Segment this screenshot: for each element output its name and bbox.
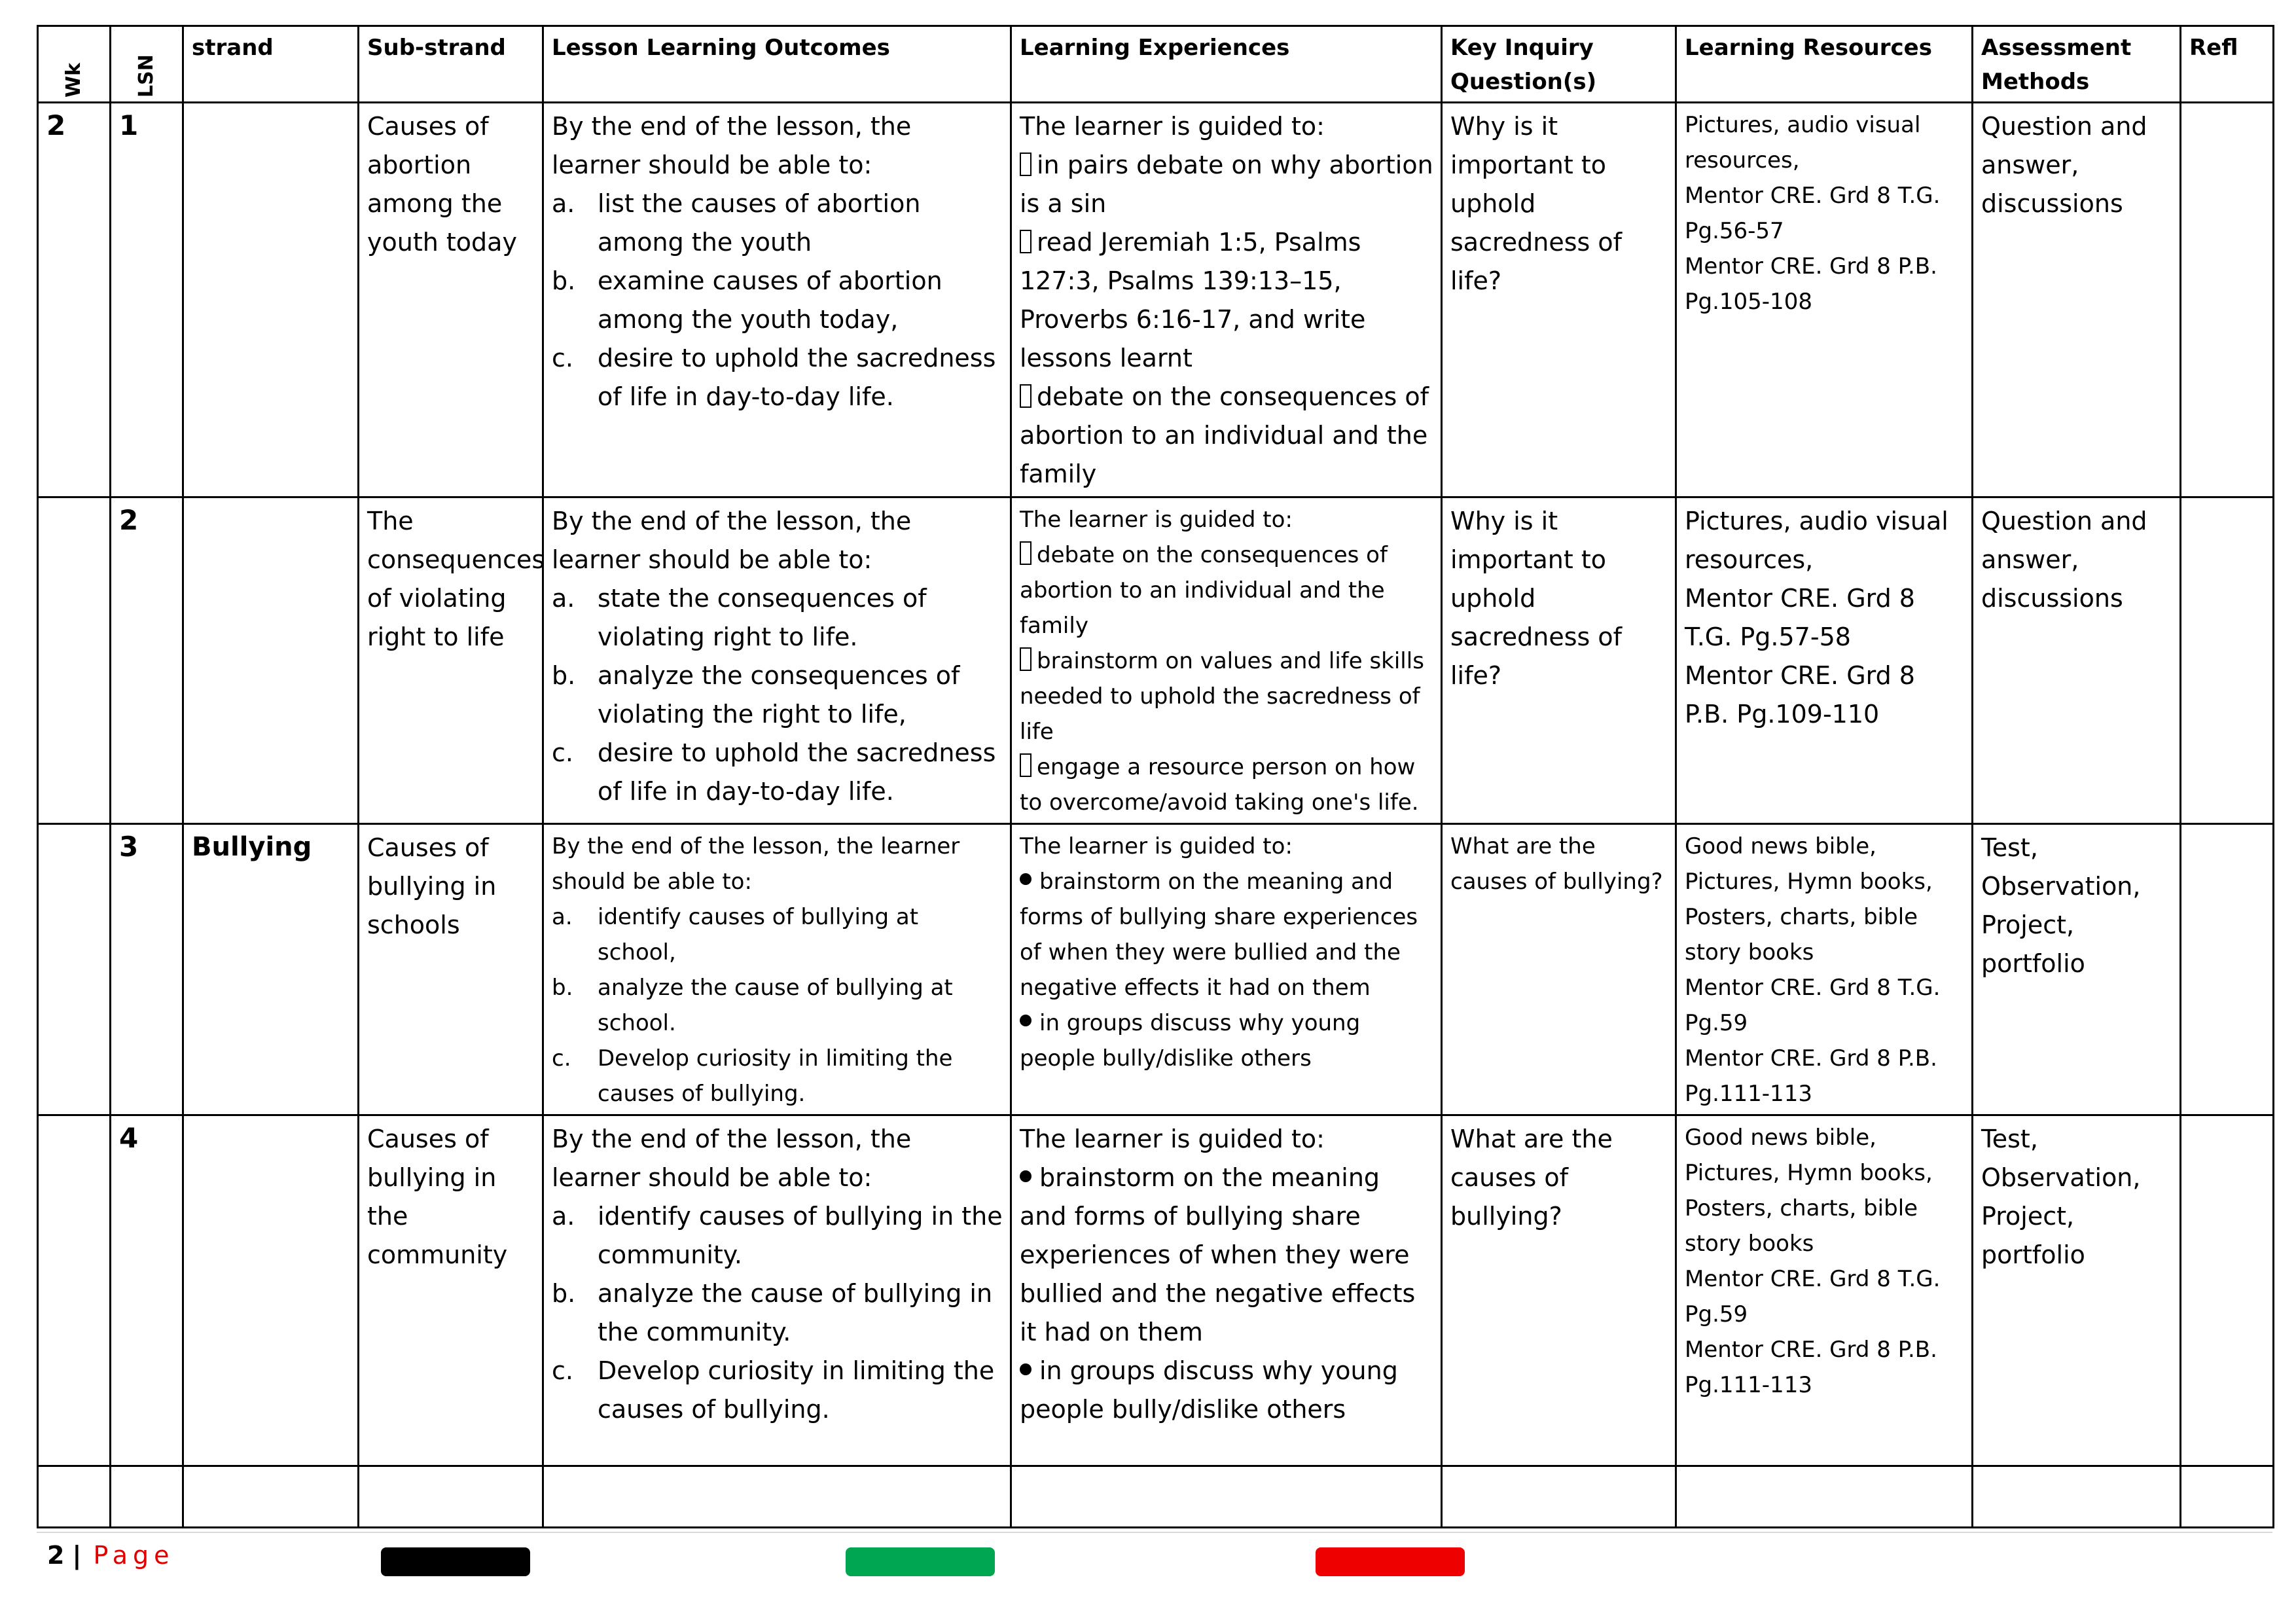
list-item-text: identify causes of bullying at school, — [598, 904, 919, 965]
list-marker: b. — [552, 975, 573, 1001]
cell-reflection — [2181, 1115, 2274, 1466]
page-number: 2 — [47, 1541, 65, 1570]
list-item — [552, 899, 1003, 970]
experiences-lead: The learner is guided to: — [1020, 833, 1293, 859]
cell-lsn: 2 — [111, 497, 183, 824]
cell-sub-strand: Causes of abortion among the youth today — [359, 103, 543, 497]
list-item — [552, 1352, 1003, 1429]
checkbox-glyph-icon — [1020, 541, 1031, 565]
outcomes-lead: By the end of the lesson, the learner should be able to: — [552, 112, 912, 179]
header-experiences: Learning Experiences — [1011, 26, 1442, 103]
header-strand: strand — [183, 26, 359, 103]
list-item-text: analyze the consequences of violating the right to life, — [598, 661, 960, 729]
cell-empty — [543, 1466, 1011, 1528]
list-item — [552, 262, 1003, 339]
header-outcomes: Lesson Learning Outcomes — [543, 26, 1011, 103]
cell-key-inquiry: What are the causes of bullying? — [1442, 824, 1676, 1115]
page-separator: | — [72, 1541, 82, 1570]
cell-wk: 2 — [38, 103, 111, 497]
outcomes-lead: By the end of the lesson, the learner should be able to: — [552, 1125, 912, 1192]
list-item-text: list the causes of abortion among the youth — [598, 189, 921, 257]
cell-strand — [183, 103, 359, 497]
list-marker: a. — [552, 904, 573, 930]
outcomes-list — [552, 579, 1003, 811]
list-item: in groups discuss why young people bully/dislike others — [1020, 1356, 1398, 1424]
cell-strand: Bullying — [183, 824, 359, 1115]
checkbox-glyph-icon — [1020, 647, 1031, 671]
cell-wk — [38, 824, 111, 1115]
cell-empty — [1011, 1466, 1442, 1528]
list-item: in pairs debate on why abortion is a sin — [1020, 151, 1433, 218]
list-item-text: Develop curiosity in limiting the causes of bullying. — [598, 1356, 995, 1424]
cell-key-inquiry: What are the causes of bullying? — [1442, 1115, 1676, 1466]
table-row-empty — [38, 1466, 2274, 1528]
cell-key-inquiry: Why is it important to uphold sacredness of life? — [1442, 497, 1676, 824]
list-item-text: state the consequences of violating right to life. — [598, 584, 927, 651]
list-marker: a. — [552, 189, 575, 218]
list-marker: a. — [552, 1202, 575, 1231]
outcomes-list — [552, 1197, 1003, 1429]
list-marker: b. — [552, 1279, 576, 1308]
list-item — [552, 1041, 1003, 1111]
cell-reflection — [2181, 824, 2274, 1115]
list-item — [552, 1274, 1003, 1352]
table-row — [38, 103, 2274, 497]
cell-assessment: Question and answer, discussions — [1973, 103, 2181, 497]
cell-key-inquiry: Why is it important to uphold sacredness of life? — [1442, 103, 1676, 497]
cell-outcomes — [543, 103, 1011, 497]
cell-experiences — [1011, 103, 1442, 497]
cell-empty — [1442, 1466, 1676, 1528]
outcomes-lead: By the end of the lesson, the learner should be able to: — [552, 507, 912, 574]
cell-wk — [38, 1115, 111, 1466]
list-item: brainstorm on the meaning and forms of bullying share experiences of when they were bullied and the negative effects it had on them — [1020, 869, 1418, 1001]
cell-reflection — [2181, 103, 2274, 497]
list-item-text: desire to uphold the sacredness of life in day-to-day life. — [598, 344, 996, 411]
cell-strand — [183, 1115, 359, 1466]
list-item — [552, 970, 1003, 1041]
header-wk: Wk — [38, 26, 111, 103]
table-row — [38, 1115, 2274, 1466]
cell-outcomes — [543, 497, 1011, 824]
experiences-lead: The learner is guided to: — [1020, 507, 1293, 533]
list-item — [552, 339, 1003, 416]
cell-assessment: Test, Observation, Project, portfolio — [1973, 824, 2181, 1115]
cell-empty — [1676, 1466, 1973, 1528]
cell-strand — [183, 497, 359, 824]
cell-resources: Good news bible, Pictures, Hymn books, Posters, charts, bible story books Mentor CRE. Grd 8 T.G. Pg.59 Mentor CRE. Grd 8 P.B. Pg.111-113 — [1676, 1115, 1973, 1466]
list-item: in groups discuss why young people bully/dislike others — [1020, 1010, 1361, 1072]
list-marker: c. — [552, 1045, 571, 1072]
list-item-text: Develop curiosity in limiting the causes of bullying. — [598, 1045, 953, 1107]
cell-lsn: 4 — [111, 1115, 183, 1466]
bullet-icon — [1020, 1363, 1031, 1375]
flag-stripe-red — [1316, 1547, 1465, 1576]
cell-resources: Good news bible, Pictures, Hymn books, Posters, charts, bible story books Mentor CRE. Grd 8 T.G. Pg.59 Mentor CRE. Grd 8 P.B. Pg.111-113 — [1676, 824, 1973, 1115]
list-item: debate on the consequences of abortion to an individual and the family — [1020, 382, 1429, 488]
cell-lsn: 1 — [111, 103, 183, 497]
experiences-lead: The learner is guided to: — [1020, 112, 1325, 141]
list-item — [552, 1197, 1003, 1274]
bullet-icon — [1020, 1170, 1031, 1182]
list-item — [552, 185, 1003, 262]
list-item — [552, 734, 1003, 811]
cell-sub-strand: Causes of bullying in the community — [359, 1115, 543, 1466]
list-item-text: analyze the cause of bullying in the community. — [598, 1279, 993, 1346]
header-resources: Learning Resources — [1676, 26, 1973, 103]
bullet-icon — [1020, 1015, 1031, 1026]
cell-resources: Pictures, audio visual resources, Mentor CRE. Grd 8 T.G. Pg.56-57 Mentor CRE. Grd 8 P.B. Pg.105-108 — [1676, 103, 1973, 497]
list-item-text: desire to uphold the sacredness of life in day-to-day life. — [598, 738, 996, 806]
scheme-of-work-table — [37, 25, 2274, 1528]
table-row — [38, 497, 2274, 824]
checkbox-glyph-icon — [1020, 384, 1031, 408]
checkbox-glyph-icon — [1020, 230, 1031, 253]
cell-sub-strand: Causes of bullying in schools — [359, 824, 543, 1115]
cell-assessment: Question and answer, discussions — [1973, 497, 2181, 824]
experiences-lead: The learner is guided to: — [1020, 1125, 1325, 1153]
list-item — [552, 657, 1003, 734]
cell-empty — [183, 1466, 359, 1528]
cell-lsn: 3 — [111, 824, 183, 1115]
outcomes-lead: By the end of the lesson, the learner should be able to: — [552, 833, 960, 895]
cell-empty — [359, 1466, 543, 1528]
cell-empty — [111, 1466, 183, 1528]
outcomes-list — [552, 899, 1003, 1111]
list-item — [552, 579, 1003, 657]
header-reflection: Refl — [2181, 26, 2274, 103]
cell-wk — [38, 497, 111, 824]
cell-experiences — [1011, 1115, 1442, 1466]
list-marker: b. — [552, 661, 576, 690]
header-assessment: Assessment Methods — [1973, 26, 2181, 103]
checkbox-glyph-icon — [1020, 753, 1031, 777]
flag-stripe-green — [846, 1547, 995, 1576]
footer-divider — [37, 1532, 2272, 1533]
cell-sub-strand: The consequences of violating right to life — [359, 497, 543, 824]
list-item: brainstorm on values and life skills needed to uphold the sacredness of life — [1020, 648, 1424, 745]
cell-empty — [1973, 1466, 2181, 1528]
bullet-icon — [1020, 873, 1031, 885]
list-item: debate on the consequences of abortion to an individual and the family — [1020, 542, 1388, 639]
header-key-inquiry: Key Inquiry Question(s) — [1442, 26, 1676, 103]
list-marker: c. — [552, 344, 573, 372]
page-number-label — [47, 1538, 175, 1572]
cell-empty — [38, 1466, 111, 1528]
flag-stripe-black — [381, 1547, 530, 1576]
page-word: Page — [93, 1541, 175, 1570]
list-marker: b. — [552, 266, 576, 295]
checkbox-glyph-icon — [1020, 153, 1031, 176]
cell-experiences — [1011, 824, 1442, 1115]
list-item: read Jeremiah 1:5, Psalms 127:3, Psalms 139:13–15, Proverbs 6:16-17, and write lessons learnt — [1020, 228, 1366, 372]
header-sub-strand: Sub-strand — [359, 26, 543, 103]
list-item: engage a resource person on how to overcome/avoid taking one's life. — [1020, 754, 1419, 816]
cell-outcomes — [543, 824, 1011, 1115]
cell-assessment: Test, Observation, Project, portfolio — [1973, 1115, 2181, 1466]
header-lsn: LSN — [111, 26, 183, 103]
table-row — [38, 824, 2274, 1115]
cell-outcomes — [543, 1115, 1011, 1466]
list-marker: c. — [552, 1356, 573, 1385]
cell-resources: Pictures, audio visual resources, Mentor CRE. Grd 8 T.G. Pg.57-58 Mentor CRE. Grd 8 P.B. Pg.109-110 — [1676, 497, 1973, 824]
list-marker: c. — [552, 738, 573, 767]
list-item: brainstorm on the meaning and forms of bullying share experiences of when they were bullied and the negative effects it had on them — [1020, 1163, 1416, 1346]
list-item-text: analyze the cause of bullying at school. — [598, 975, 953, 1036]
cell-reflection — [2181, 497, 2274, 824]
header-row — [38, 26, 2274, 103]
outcomes-list — [552, 185, 1003, 416]
list-item-text: examine causes of abortion among the youth today, — [598, 266, 942, 334]
list-item-text: identify causes of bullying in the community. — [598, 1202, 1003, 1269]
list-marker: a. — [552, 584, 575, 613]
cell-empty — [2181, 1466, 2274, 1528]
cell-experiences — [1011, 497, 1442, 824]
